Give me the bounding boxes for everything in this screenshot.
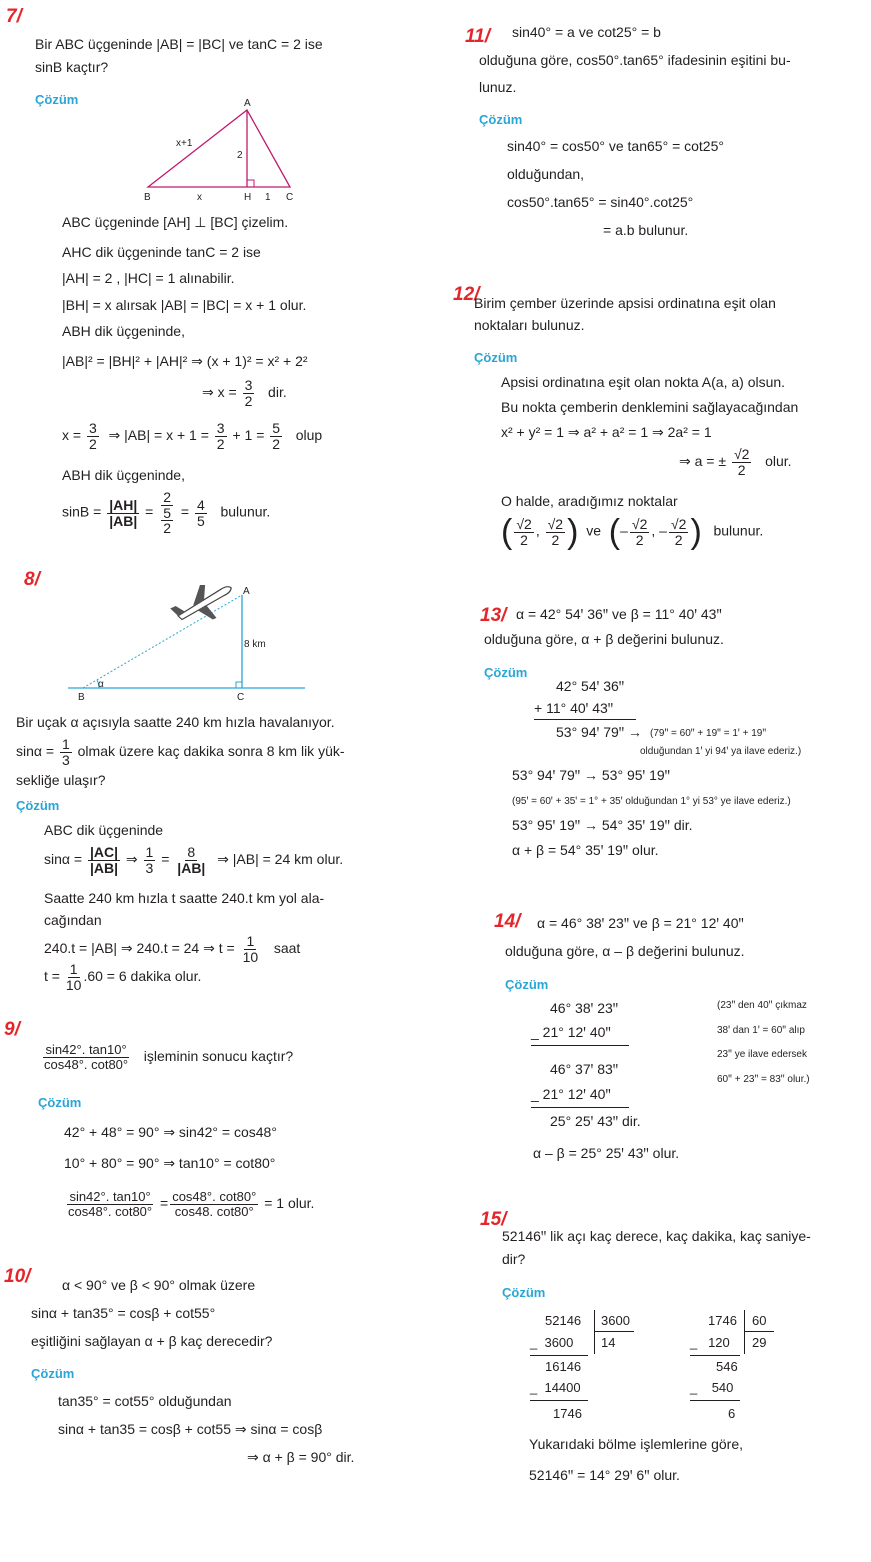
problem-10-step3: ⇒ α + β = 90° dir. [247,1449,355,1465]
fraction-1-3: $\frac{1}{3}$ [61,736,70,768]
fraction-sqrt2-2: $\frac{√2}{2}$ [516,515,532,548]
problem-12-number: 12/ [453,284,480,305]
problem-9-solution-label: Çözüm [38,1095,82,1110]
problem-9-number: 9/ [4,1019,20,1040]
problem-8-step5: 240.t = |AB| ⇒ 240.t = 24 ⇒ t = $\frac{1}{10}$ saat [44,933,301,965]
problem-10-question-line3: eşitliğini sağlayan α + β kaç derecedir? [31,1333,273,1349]
problem-12-question-line2: noktaları bulunuz. [474,317,585,333]
problem-14-question-line2: olduğuna göre, α – β değerini bulunuz. [505,943,745,959]
problem-11-solution-label: Çözüm [479,112,523,127]
problem-13-solution-label: Çözüm [484,665,528,680]
fraction-3-2: $\frac{3}{2}$ [216,420,225,452]
problem-14-note4: 60ꞌꞌ + 23ꞌꞌ = 83ꞌꞌ olur.) [717,1074,810,1085]
side-bh-label: x [197,192,202,203]
vertex-b-label: B [78,692,85,703]
problem-8-step1: ABC dik üçgeninde [44,822,164,838]
problem-10-step2: sinα + tan35 = cosβ + cot55 ⇒ sinα = cosβ [58,1421,323,1437]
problem-8-number: 8/ [24,569,40,590]
fraction-neg-sqrt2-2: $\frac{√2}{2}$ [631,515,648,548]
problem-13-question-line1: α = 42° 54ꞌ 36ꞌꞌ ve β = 11° 40ꞌ 43ꞌꞌ [516,606,722,622]
airplane-icon [165,585,240,634]
problem-8-question-line3: sekliğe ulaşır? [16,772,106,788]
problem-15-number: 15/ [480,1209,507,1230]
problem-8-question-line1: Bir uçak α açısıyla saatte 240 km hızla havalanıyor. [16,714,335,730]
problem-9-step3: $\frac{\sin 42^\circ. \tan 10^\circ}{\cos 48^\circ. \cot 80^\circ}$ = $\frac{\cos 48^\circ. \cot 80^\circ}{\cos 48. \cot 80^\circ}$ = 1 olur. [68,1189,315,1219]
problem-13-row4: 53° 94ꞌ 79ꞌꞌ → 53° 95ꞌ 19ꞌꞌ [512,767,671,783]
problem-7-step2: AHC dik üçgeninde tanC = 2 ise [62,244,261,260]
fraction-sqrt2-2: $\frac{√2}{2}$ [733,446,750,478]
fraction-5-2: $\frac{5}{2}$ [272,420,281,452]
fraction-ah-ab: $\frac{|AH|}{|AB|}$ [109,496,138,529]
problem-8-step3: Saatte 240 km hızla t saatte 240.t km yol ala- [44,890,325,906]
problem-13-row6: α + β = 54° 35ꞌ 19ꞌꞌ olur. [512,842,659,858]
vertex-h-label: H [244,192,252,203]
problem-7-question-line1: Bir ABC üçgeninde |AB| = |BC| ve tanC = 2 ise [35,36,323,52]
side-ab-label: x+1 [176,138,193,149]
problem-7-step8: x = $\frac{3}{2}$ ⇒ |AB| = x + 1 = $\frac{3}{2}$ + 1 = $\frac{5}{2}$ olup [62,420,323,452]
fraction-lhs: $\frac{\sin 42^\circ. \tan 10^\circ}{\cos 48^\circ. \cot 80^\circ}$ [68,1189,153,1219]
problem-11-number: 11/ [465,26,491,47]
problem-11-step2: olduğundan, [507,166,585,182]
problem-13-row2: + 11° 40ꞌ 43ꞌꞌ [534,700,614,716]
problem-7-step4: |BH| = x alırsak |AB| = |BC| = x + 1 olur. [62,297,307,313]
problem-10-step1: tan35° = cot55° olduğundan [58,1393,232,1409]
problem-12-step1: Apsisi ordinatına eşit olan nokta A(a, a) olsun. [501,374,786,390]
problem-12-solution-label: Çözüm [474,350,518,365]
side-ah-label: 2 [237,150,243,161]
problem-7-step5: ABH dik üçgeninde, [62,323,185,339]
problem-13-row5: 53° 95ꞌ 19ꞌꞌ → 54° 35ꞌ 19ꞌꞌ dir. [512,817,693,833]
problem-15-question-line1: 52146ꞌꞌ lik açı kaç derece, kaç dakika, kaç saniye- [502,1228,811,1244]
problem-7-step9: ABH dik üçgeninde, [62,467,185,483]
problem-8-step2: sinα = $\frac{|AC|}{|AB|}$ ⇒ $\frac{1}{3}$ = $\frac{8}{|AB|}$ ⇒ |AB| = 24 km olur. [44,844,344,876]
vertex-a-label: A [243,586,250,597]
problem-10-solution-label: Çözüm [31,1366,75,1381]
problem-13-note1: (79ꞌꞌ = 60ꞌꞌ + 19ꞌꞌ = 1ꞌ + 19ꞌꞌ [650,728,767,739]
fraction-1-10: $\frac{1}{10}$ [65,961,82,993]
problem-14-row5: 25° 25ꞌ 43ꞌꞌ dir. [550,1113,641,1129]
problem-7-step1: ABC üçgeninde [AH] ⊥ [BC] çizelim. [62,214,289,230]
subtract-line [531,1045,629,1046]
problem-14-number: 14/ [494,911,521,932]
problem-15-step2: 52146ꞌꞌ = 14° 29ꞌ 6ꞌꞌ olur. [529,1467,680,1483]
fraction-3-2: $\frac{3}{2}$ [88,420,97,452]
problem-14-row4: _ 21° 12ꞌ 40ꞌꞌ [531,1086,611,1102]
problem-7-step6: |AB|² = |BH|² + |AH|² ⇒ (x + 1)² = x² + 2² [62,353,308,369]
subtract-line [531,1107,629,1108]
problem-10-number: 10/ [4,1266,31,1287]
problem-14-row2: _ 21° 12ꞌ 40ꞌꞌ [531,1024,611,1040]
fraction-2-over-5-2: $\frac{2}{\frac{5}{2}}$ [163,489,172,537]
problem-10-question-line2: sinα + tan35° = cosβ + cot55° [31,1305,216,1321]
fraction-sqrt2-2: $\frac{√2}{2}$ [547,515,564,548]
problem-11-step1: sin40° = cos50° ve tan65° = cot25° [507,138,724,154]
problem-9-step1: 42° + 48° = 90° ⇒ sin42° = cos48° [64,1124,277,1140]
problem-12-step2: Bu nokta çemberin denklemini sağlayacağından [501,399,799,415]
problem-13-question-line2: olduğuna göre, α + β değerini bulunuz. [484,631,724,647]
problem-13-row1: 42° 54ꞌ 36ꞌꞌ [556,678,625,694]
problem-8-solution-label: Çözüm [16,798,60,813]
problem-12-step6: ( $\frac{√2}{2}$ , $\frac{√2}{2}$ ) ve (– $\frac{√2}{2}$ , – $\frac{√2}{2}$ ) bulunur. [501,513,764,551]
problem-7-step10: sinB = $\frac{|AH|}{|AB|}$ = $\frac{2}{\frac{5}{2}}$ = $\frac{4}{5}$ bulunur. [62,489,271,537]
problem-11-question-line1: sin40° = a ve cot25° = b [512,24,661,40]
fraction-4-5: $\frac{4}{5}$ [197,496,205,529]
problem-14-note1: (23ꞌꞌ den 40ꞌꞌ çıkmaz [717,1000,807,1011]
problem-7-step3: |AH| = 2 , |HC| = 1 alınabilir. [62,270,235,286]
problem-12-question-line1: Birim çember üzerinde apsisi ordinatına eşit olan [474,295,776,311]
problem-8-step4: cağından [44,912,102,928]
fraction-expression: $\frac{\sin 42^\circ. \tan 10^\circ}{\cos 48^\circ. \cot 80^\circ}$ [44,1042,129,1072]
problem-7-step7: ⇒ x = $\frac{3}{2}$ dir. [202,377,287,409]
problem-7-question-line2: sinB kaçtır? [35,59,109,75]
triangle-abc-figure [130,95,310,210]
problem-13-note3: (95ꞌ = 60ꞌ + 35ꞌ = 1° + 35ꞌ olduğundan 1° yi 53° ye ilave ederiz.) [512,796,791,807]
problem-13-note2: olduğundan 1ꞌ yi 94ꞌ ya ilave ederiz.) [640,746,802,757]
problem-14-solution-label: Çözüm [505,977,549,992]
problem-15-step1: Yukarıdaki bölme işlemlerine göre, [529,1436,743,1452]
problem-7-number: 7/ [6,6,22,27]
problem-7-solution-label: Çözüm [35,92,79,107]
problem-14-row1: 46° 38ꞌ 23ꞌꞌ [550,1000,619,1016]
problem-14-question-line1: α = 46° 38ꞌ 23ꞌꞌ ve β = 21° 12ꞌ 40ꞌꞌ [537,915,744,931]
vertex-c-label: C [286,192,294,203]
problem-9-step2: 10° + 80° = 90° ⇒ tan10° = cot80° [64,1155,276,1171]
problem-13-row3: 53° 94ꞌ 79ꞌꞌ → [556,724,643,740]
problem-15-solution-label: Çözüm [502,1285,546,1300]
fraction-1-10: $\frac{1}{10}$ [242,933,259,965]
angle-alpha-label: α [98,679,104,690]
problem-14-note3: 23ꞌꞌ ye ilave edersek [717,1049,807,1060]
problem-11-step3: cos50°.tan65° = sin40°.cot25° [507,194,694,210]
fraction-rhs: $\frac{\cos 48^\circ. \cot 80^\circ}{\cos 48. \cot 80^\circ}$ [172,1189,257,1219]
problem-14-row6: α – β = 25° 25ꞌ 43ꞌꞌ olur. [533,1145,680,1161]
vertex-c-label: C [237,692,245,703]
side-hc-label: 1 [265,192,271,203]
problem-8-step6: t = $\frac{1}{10}$ .60 = 6 dakika olur. [44,961,202,993]
problem-12-step3: x² + y² = 1 ⇒ a² + a² = 1 ⇒ 2a² = 1 [501,424,712,440]
sum-line [534,719,636,720]
problem-11-question-line3: lunuz. [479,79,517,95]
problem-14-note2: 38ꞌ dan 1ꞌ = 60ꞌꞌ alıp [717,1025,805,1036]
vertex-a-label: A [244,98,251,109]
height-label: 8 km [244,639,266,650]
vertex-b-label: B [144,192,151,203]
problem-11-step4: = a.b bulunur. [603,222,689,238]
problem-14-row3: 46° 37ꞌ 83ꞌꞌ [550,1061,619,1077]
problem-12-step4: ⇒ a = ± $\frac{√2}{2}$ olur. [679,446,792,478]
problem-13-number: 13/ [480,605,507,626]
problem-15-question-line2: dir? [502,1251,526,1267]
fraction-3-2: $\frac{3}{2}$ [244,377,253,409]
problem-10-question-line1: α < 90° ve β < 90° olmak üzere [62,1277,256,1293]
problem-11-question-line2: olduğuna göre, cos50°.tan65° ifadesinin eşitini bu- [479,52,791,68]
problem-8-question-line2: sinα = $\frac{1}{3}$ olmak üzere kaç dakika sonra 8 km lik yük- [16,736,345,768]
fraction-ac-ab: $\frac{|AC|}{|AB|}$ [89,844,119,876]
fraction-1-3: $\frac{1}{3}$ [145,844,154,876]
fraction-neg-sqrt2-2: $\frac{√2}{2}$ [670,515,687,548]
fraction-8-ab: $\frac{8}{|AB|}$ [177,844,206,876]
problem-12-step5: O halde, aradığımız noktalar [501,493,678,509]
problem-9-question: $\frac{\sin 42^\circ. \tan 10^\circ}{\cos 48^\circ. \cot 80^\circ}$ işleminin sonucu kaçtır? [44,1042,294,1072]
